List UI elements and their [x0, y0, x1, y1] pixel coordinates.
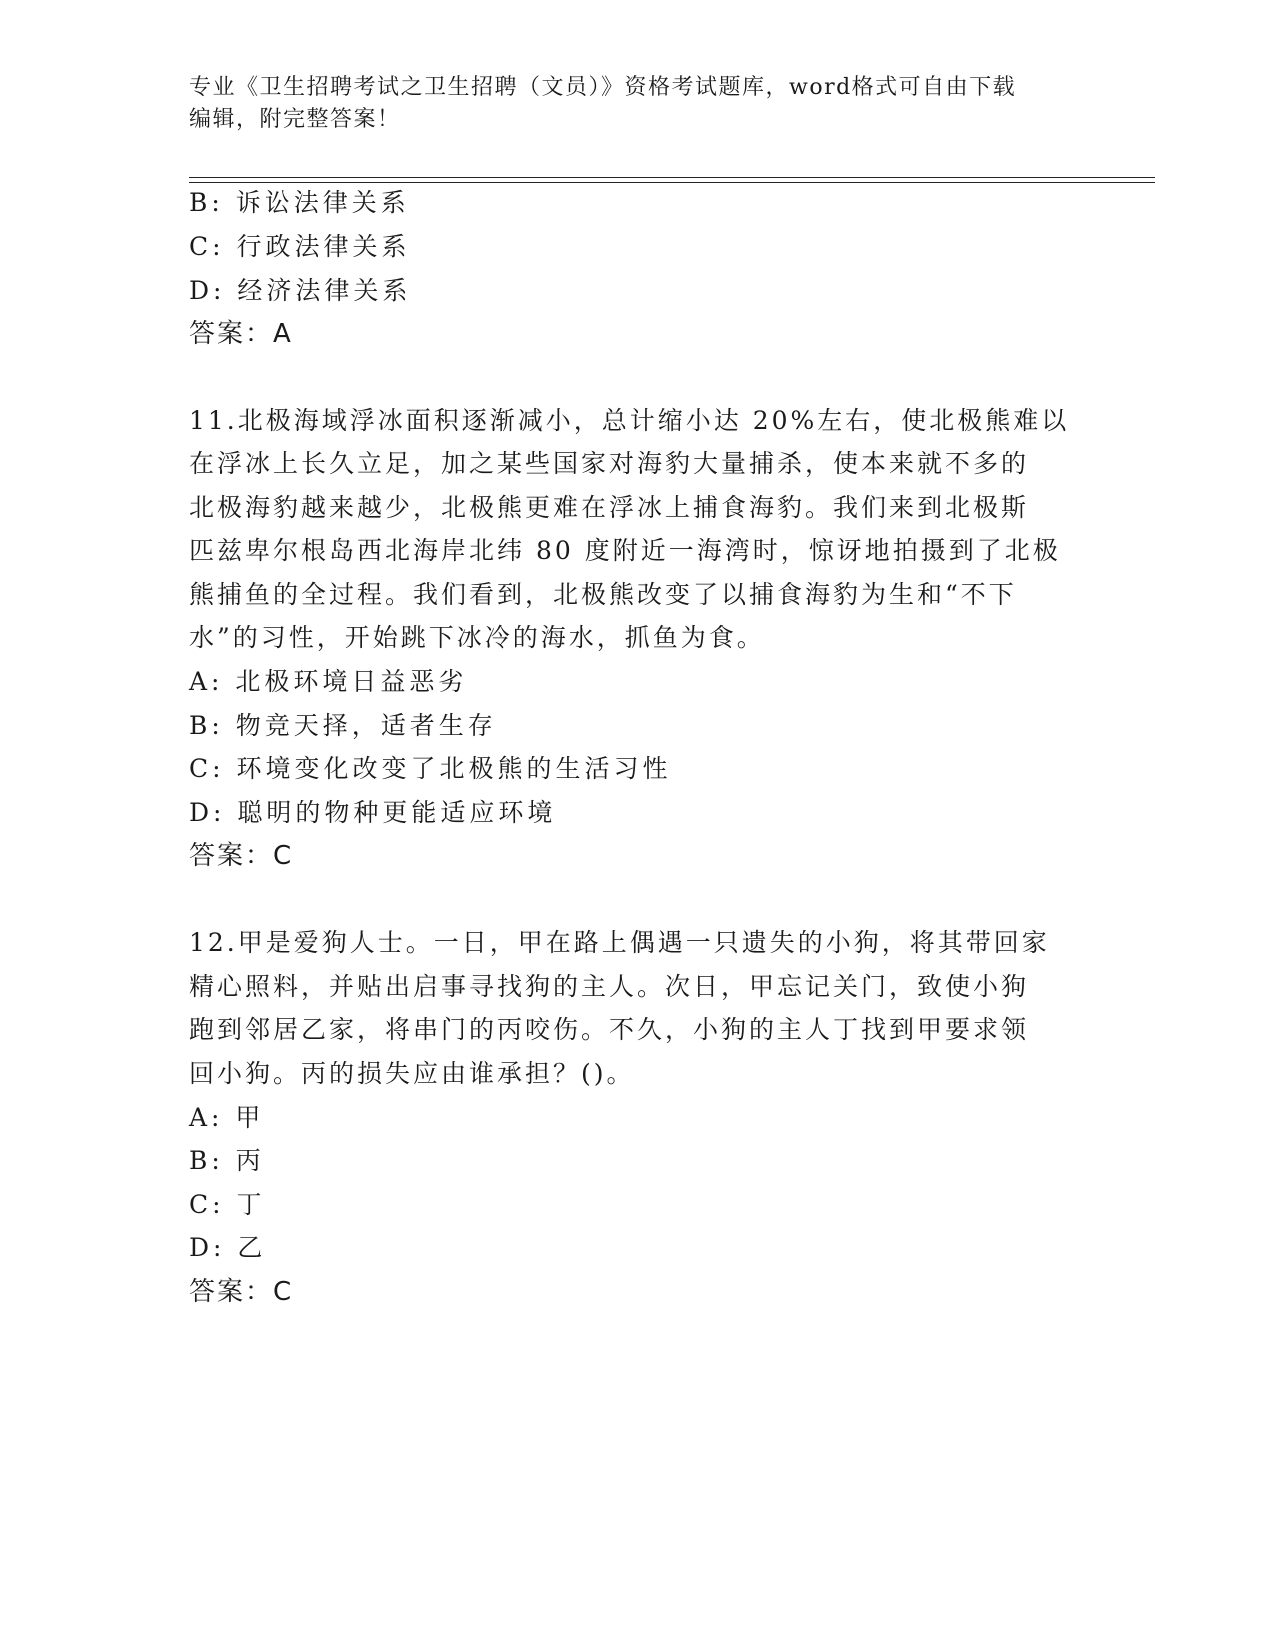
q11-answer: 答案：C — [189, 841, 294, 871]
q12-answer: 答案：C — [189, 1277, 294, 1307]
q11-text-line: 匹兹卑尔根岛西北海岸北纬 80 度附近一海湾时，惊讶地拍摄到了北极 — [189, 536, 1061, 565]
q12-text-line: 回小狗。丙的损失应由谁承担？()。 — [189, 1059, 635, 1088]
prev-option-b: B: 诉讼法律关系 — [189, 188, 410, 217]
q11-option-c: C: 环境变化改变了北极熊的生活习性 — [189, 754, 672, 783]
q11-text-line: 熊捕鱼的全过程。我们看到，北极熊改变了以捕食海豹为生和“不下 — [189, 580, 1017, 609]
q11-text-line: 北极海豹越来越少，北极熊更难在浮冰上捕食海豹。我们来到北极斯 — [189, 493, 1030, 522]
q12-option-d: D: 乙 — [189, 1233, 267, 1262]
q12-text-line: 跑到邻居乙家，将串门的丙咬伤。不久，小狗的主人丁找到甲要求领 — [189, 1015, 1030, 1044]
q11-text-line: 水”的习性，开始跳下冰冷的海水，抓鱼为食。 — [189, 623, 765, 652]
q11-text-line: 在浮冰上长久立足，加之某些国家对海豹大量捕杀，使本来就不多的 — [189, 449, 1030, 478]
prev-option-c: C: 行政法律关系 — [189, 232, 411, 261]
header-rule-top — [189, 177, 1155, 178]
prev-answer: 答案：A — [189, 319, 293, 349]
q12-option-b: B: 丙 — [189, 1146, 265, 1175]
q12-text-line: 12.甲是爱狗人士。一日，甲在路上偶遇一只遗失的小狗，将其带回家 — [189, 928, 1050, 957]
q12-option-c: C: 丁 — [189, 1190, 266, 1219]
q11-option-a: A: 北极环境日益恶劣 — [189, 667, 468, 696]
header-rule-bottom — [189, 182, 1155, 183]
prev-option-d: D: 经济法律关系 — [189, 276, 412, 305]
q12-text-line: 精心照料，并贴出启事寻找狗的主人。次日，甲忘记关门，致使小狗 — [189, 972, 1030, 1001]
q11-option-b: B: 物竞天择，适者生存 — [189, 711, 497, 740]
document-header — [189, 72, 1069, 136]
header-line-1: 专业《卫生招聘考试之卫生招聘（文员）》资格考试题库，word格式可自由下载 — [189, 75, 1017, 100]
header-line-2: 编辑，附完整答案！ — [189, 107, 401, 132]
q12-option-a: A: 甲 — [189, 1103, 265, 1132]
q11-text-line: 11.北极海域浮冰面积逐渐减小，总计缩小达 20%左右，使北极熊难以 — [189, 406, 1070, 435]
q11-option-d: D: 聪明的物种更能适应环境 — [189, 798, 557, 827]
